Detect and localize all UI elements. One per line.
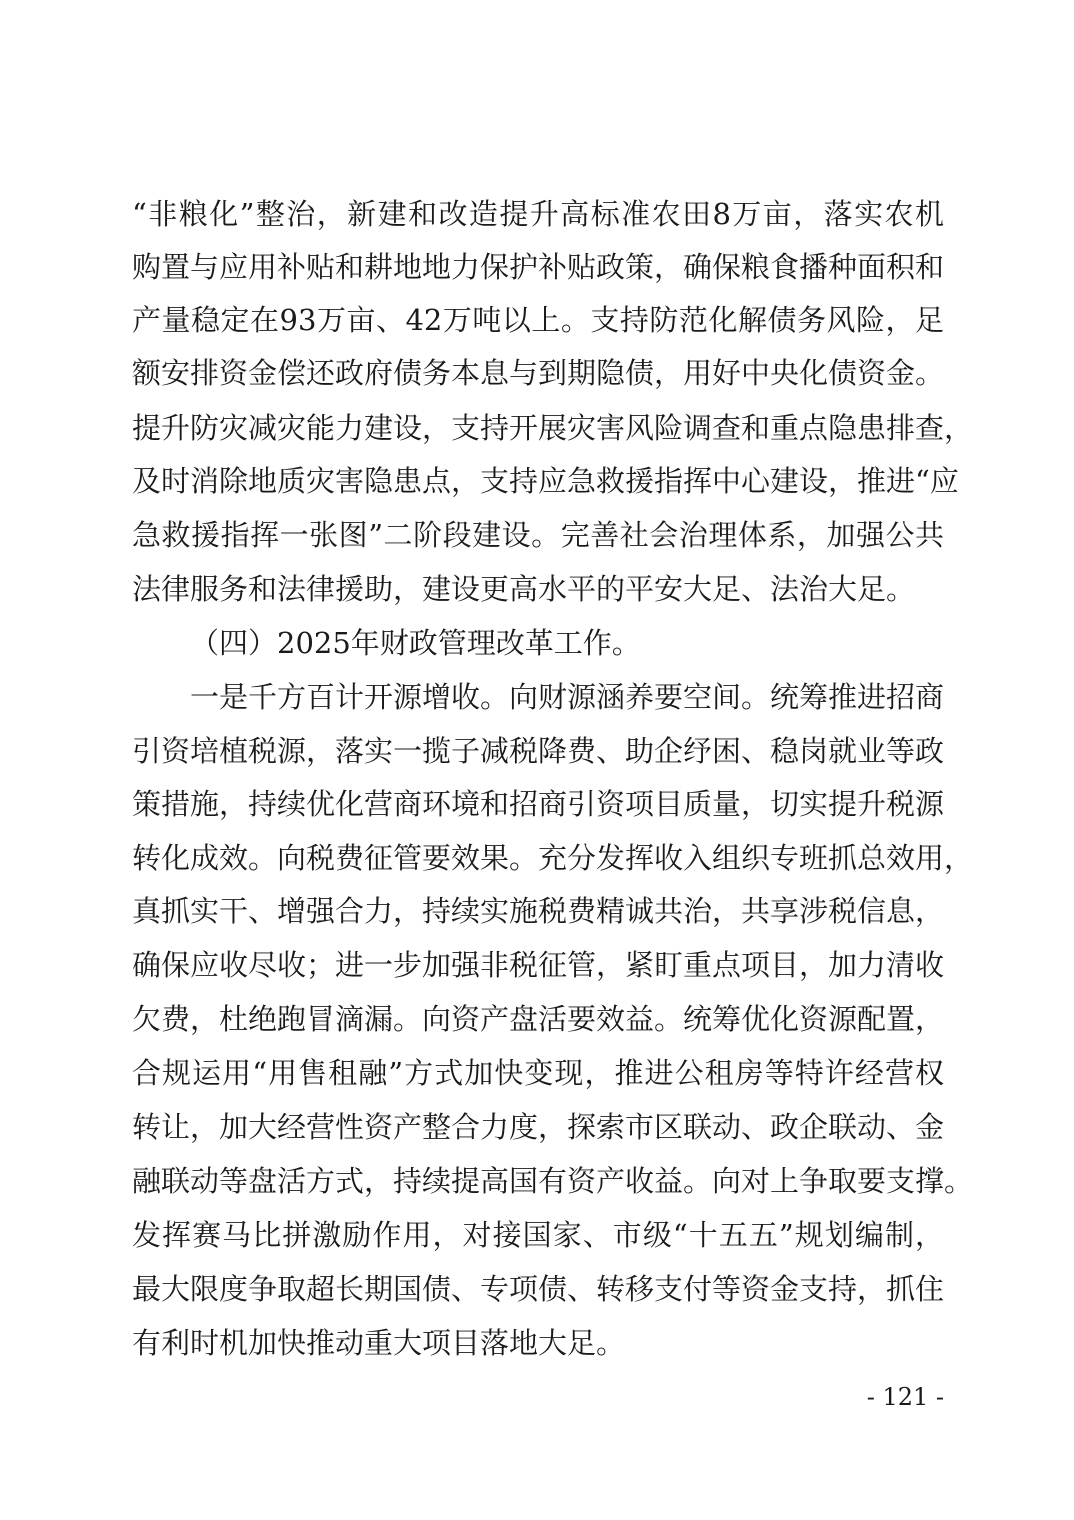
paragraph-2-line-8: 合规运用“用售租融”方式加快变现，推进公租房等特许经营权 bbox=[132, 1056, 944, 1090]
paragraph-1-line-7: 急救援指挥一张图”二阶段建设。完善社会治理体系，加强公共 bbox=[132, 518, 944, 552]
paragraph-1-line-8: 法律服务和法律援助，建设更高水平的平安大足、法治大足。 bbox=[132, 572, 916, 606]
paragraph-2-line-6: 确保应收尽收；进一步加强非税征管，紧盯重点项目，加力清收 bbox=[132, 948, 945, 982]
paragraph-1-line-4: 额安排资金偿还政府债务本息与到期隐债，用好中央化债资金。 bbox=[132, 356, 945, 390]
paragraph-2-line-12: 最大限度争取超长期国债、专项债、转移支付等资金支持，抓住 bbox=[132, 1272, 945, 1306]
paragraph-1-line-3: 产量稳定在93万亩、42万吨以上。支持防范化解债务风险，足 bbox=[132, 303, 944, 337]
paragraph-1-line-6: 及时消除地质灾害隐患点，支持应急救援指挥中心建设，推进“应 bbox=[132, 464, 959, 498]
paragraph-2-line-7: 欠费，杜绝跑冒滴漏。向资产盘活要效益。统筹优化资源配置， bbox=[132, 1002, 945, 1036]
paragraph-2-line-3: 策措施，持续优化营商环境和招商引资项目质量，切实提升税源 bbox=[132, 787, 945, 821]
paragraph-2-line-13: 有利时机加快推动重大项目落地大足。 bbox=[132, 1326, 626, 1360]
paragraph-1-line-5: 提升防灾减灾能力建设，支持开展灾害风险调查和重点隐患排查， bbox=[132, 411, 974, 445]
section-heading: （四）2025年财政管理改革工作。 bbox=[190, 626, 641, 660]
paragraph-2-line-2: 引资培植税源，落实一揽子减税降费、助企纾困、稳岗就业等政 bbox=[132, 734, 945, 768]
paragraph-1-line-2: 购置与应用补贴和耕地地力保护补贴政策，确保粮食播种面积和 bbox=[132, 250, 945, 284]
paragraph-2-line-11: 发挥赛马比拼激励作用，对接国家、市级“十五五”规划编制， bbox=[132, 1218, 944, 1252]
paragraph-2-line-5: 真抓实干、增强合力，持续实施税费精诚共治，共享涉税信息， bbox=[132, 894, 945, 928]
paragraph-1-line-1: “非粮化”整治，新建和改造提升高标准农田8万亩，落实农机 bbox=[132, 197, 944, 231]
paragraph-2-line-4: 转化成效。向税费征管要效果。充分发挥收入组织专班抓总效用， bbox=[132, 841, 974, 875]
paragraph-2-line-10: 融联动等盘活方式，持续提高国有资产收益。向对上争取要支撑。 bbox=[132, 1164, 974, 1198]
paragraph-2-line-1: 一是千方百计开源增收。向财源涵养要空间。统筹推进招商 bbox=[190, 680, 945, 714]
paragraph-2-line-9: 转让，加大经营性资产整合力度，探索市区联动、政企联动、金 bbox=[132, 1110, 945, 1144]
page-number: - 121 - bbox=[866, 1383, 944, 1411]
